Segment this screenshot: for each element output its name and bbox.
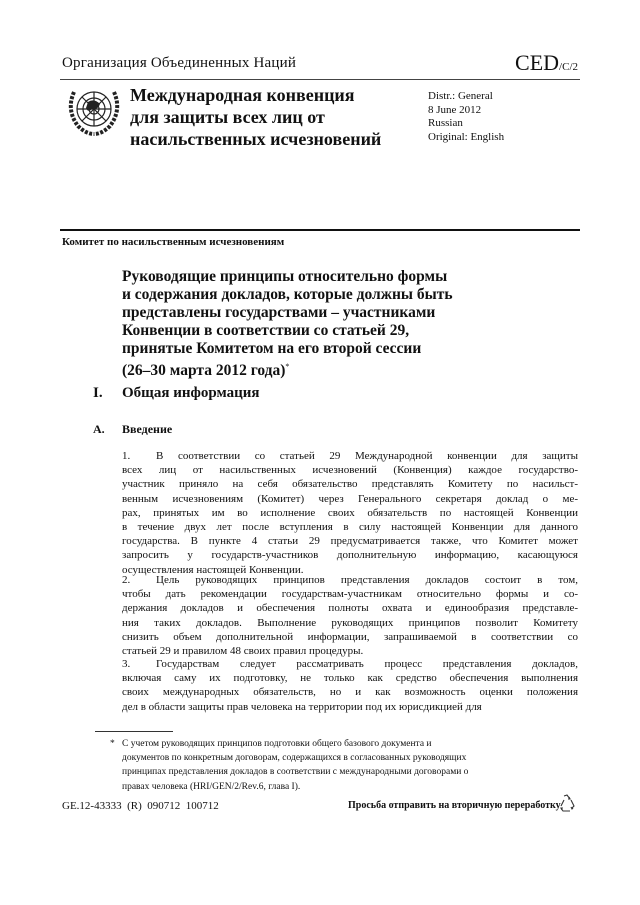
symbol-sub: /C/2: [559, 61, 578, 73]
paragraph-line: участник приняло на себя обязательство представлять Комитету по насильст-: [122, 478, 578, 491]
paragraph-number: 2.: [122, 574, 131, 586]
organization-name: Организация Объединенных Наций: [62, 55, 297, 71]
paragraph-line: всех лиц от насильственных исчезновений (Конвенция) каждое государство-: [122, 464, 578, 477]
footnote-mark: *: [110, 739, 115, 749]
paragraph-number: 1.: [122, 450, 131, 462]
footnote-rule: [95, 731, 173, 732]
symbol-main: CED: [515, 50, 560, 75]
footnote-line: С учетом руководящих принципов подготовки общего базового документа и: [122, 739, 432, 749]
heading-line: представлены государствами – участниками: [122, 304, 436, 321]
heading-line: и содержания докладов, которые должны быть: [122, 286, 453, 303]
paragraph-2: [122, 573, 578, 658]
paragraph-line: своих международных обязательств, но и как возможность оценки положения: [122, 686, 578, 699]
original-language: Original: English: [428, 130, 505, 143]
paragraph-text: В соответствии со статьей 29 Международной конвенции для защиты: [156, 450, 578, 462]
footnote-line: принципах представления докладов в соответствии с международными договорами о: [122, 767, 469, 778]
paragraph-text: Государствам следует рассматривать процесс представления докладов,: [156, 658, 578, 670]
un-emblem-icon: [64, 82, 124, 138]
paragraph-line: держания докладов и обеспечения полноты охвата и единообразия представле-: [122, 602, 578, 615]
recycle-icon: [556, 793, 578, 815]
heading-line: (26–30 марта 2012 года): [122, 362, 286, 380]
document-symbol: [515, 50, 578, 76]
paragraph-3: [122, 657, 578, 714]
document-heading: [122, 268, 453, 380]
paragraph-line: запросить у государств-участников дополнительную информацию, касающуюся: [122, 549, 578, 562]
paragraph-line: в течение двух лет после вступления в силу настоящей Конвенции для данного: [122, 520, 578, 533]
paragraph-1: [122, 449, 578, 577]
committee-name: Комитет по насильственным исчезновениям: [62, 236, 285, 248]
footnote-line: правах человека (HRI/GEN/2/Rev.6, глава I).: [122, 781, 301, 792]
heading-line: Руководящие принципы относительно формы: [122, 268, 448, 285]
title-line: Международная конвенция: [130, 85, 355, 105]
header-rule: [60, 79, 580, 80]
title-line: для защиты всех лиц от: [130, 107, 325, 127]
subsection-title: Введение: [122, 422, 173, 436]
paragraph-line: включая саму их подготовку, не только как средство обеспечения выполнения: [122, 672, 578, 685]
distribution: Distr.: General: [428, 90, 493, 102]
paragraph-line: чтобы дать рекомендации государствам-участникам относительно формы и со-: [122, 588, 578, 601]
subsection-heading: [93, 422, 173, 437]
subsection-number: A.: [93, 422, 105, 436]
paragraph-line: дел в области защиты прав человека на территории под их юрисдикцией для: [122, 700, 482, 713]
paragraph-text: Цель руководящих принципов представления докладов состоит в том,: [156, 574, 578, 586]
paragraph-number: 3.: [122, 658, 131, 670]
paragraph-line: [122, 573, 578, 587]
paragraph-line: снизить объем дополнительной информации, запрашиваемой в соответствии со: [122, 630, 578, 643]
paragraph-line: осуществления настоящей Конвенции.: [122, 563, 304, 576]
paragraph-line: ния таких докладов. Выполнение руководящих принципов позволит Комитету: [122, 616, 578, 629]
section-number: I.: [93, 385, 103, 401]
section-heading: [93, 385, 260, 402]
recycle-note: Просьба отправить на вторичную переработку: [348, 800, 561, 811]
document-number: GE.12-43333 (R) 090712 100712: [62, 800, 219, 812]
footnote-line: документов по конкретным договорам, содержащихся в согласованных руководящих: [122, 753, 467, 764]
section-title: Общая информация: [122, 385, 260, 401]
paragraph-line: венным исчезновениям (Комитет) через Генерального секретаря доклад о ме-: [122, 492, 578, 505]
paragraph-line: рах, принятых им во исполнение своих обязательств по настоящей Конвенции: [122, 506, 578, 519]
heading-line: Конвенции в соответствии со статьей 29,: [122, 322, 410, 339]
language: Russian: [428, 117, 463, 129]
date: 8 June 2012: [428, 103, 482, 116]
thick-rule: [60, 229, 580, 231]
paragraph-line: [122, 657, 578, 671]
paragraph-line: [122, 449, 578, 463]
title-line: насильственных исчезновений: [130, 129, 382, 149]
paragraph-line: государства. В пункте 4 статьи 29 предусматривается также, что Комитет может: [122, 535, 578, 548]
distribution-block: [428, 90, 504, 144]
heading-line: принятые Комитетом на его второй сессии: [122, 340, 422, 357]
footnote-reference[interactable]: *: [285, 362, 290, 371]
convention-title: [130, 84, 381, 150]
paragraph-line: статьей 29 и правилом 48 своих правил процедуры.: [122, 644, 364, 657]
